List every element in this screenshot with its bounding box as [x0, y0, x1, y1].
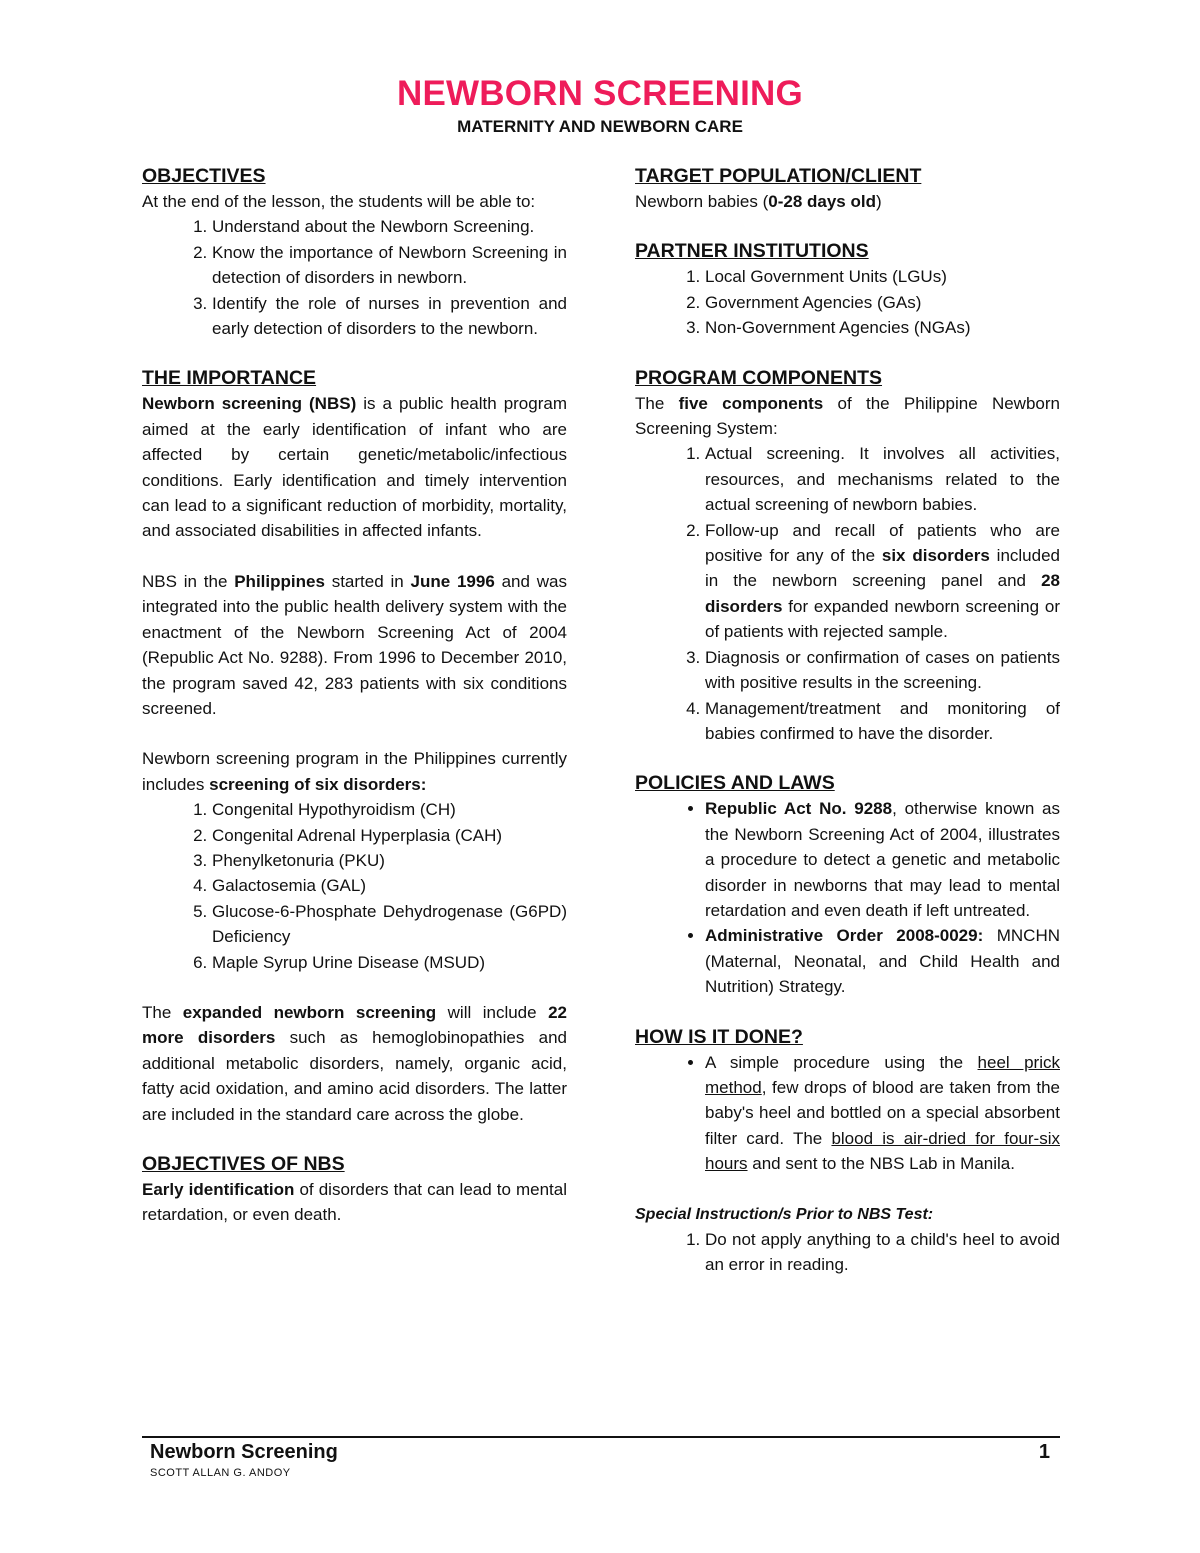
footer-divider: [142, 1436, 1060, 1438]
list-item: 4. Galactosemia (GAL): [212, 873, 567, 898]
how-list: [635, 1050, 1060, 1177]
objectives-heading: OBJECTIVES: [142, 165, 266, 187]
list-item: 3. Phenylketonuria (PKU): [212, 848, 567, 873]
importance-paragraph-2: NBS in the Philippines started in June 1996 and was integrated into the public health delivery system with the enactment of the Newborn Screening Act of 2004 (Republic Act No. 9288). From 1996 to December 2010, the program saved 42, 283 patients with six conditions screened.: [142, 571, 567, 718]
list-item: 3. Identify the role of nurses in prevention and early detection of disorders to the newborn.: [212, 291, 567, 342]
components-heading: PROGRAM COMPONENTS: [635, 366, 883, 389]
objectives-intro: At the end of the lesson, the students will be able to:: [142, 192, 536, 211]
list-item: 4. Management/treatment and monitoring of babies confirmed to have the disorder.: [705, 696, 1060, 747]
list-item: 1. Congenital Hypothyroidism (CH): [212, 797, 567, 822]
list-item: 3. Non-Government Agencies (NGAs): [705, 315, 1060, 340]
policies-heading: POLICIES AND LAWS: [635, 772, 835, 795]
policies-list: [635, 796, 1060, 999]
objectives-nbs-heading: OBJECTIVES OF NBS: [142, 1153, 345, 1175]
disorders-list: [142, 797, 567, 975]
how-heading: HOW IS IT DONE?: [635, 1025, 803, 1048]
target-heading: TARGET POPULATION/CLIENT: [635, 165, 922, 187]
target-text: Newborn babies (0-28 days old): [635, 192, 882, 211]
list-item: • Republic Act No. 9288, otherwise known as the Newborn Screening Act of 2004, illustrates a procedure to detect a genetic and metabolic disorder in newborns that may lead to mental retardation and even death if left untreated.: [705, 796, 1060, 923]
list-item: 2. Follow-up and recall of patients who are positive for any of the six disorders included in the newborn screening panel and 28 disorders for expanded newborn screening or of patients with rejected sample.: [705, 518, 1060, 645]
components-list: [635, 441, 1060, 746]
importance-paragraph-1: Newborn screening (NBS) is a public health program aimed at the early identification of infant who are affected by certain genetic/metabolic/infectious conditions. Early identification and timely intervention can lead to a significant reduction of morbidity, mortality, and associated disabilities in affected infants.: [142, 394, 567, 541]
list-item: 1. Local Government Units (LGUs): [705, 264, 1060, 289]
footer-author: SCOTT ALLAN G. ANDOY: [150, 1467, 291, 1479]
list-item: 3. Diagnosis or confirmation of cases on patients with positive results in the screening.: [705, 645, 1060, 696]
left-column: [142, 164, 567, 1228]
objectives-list: [142, 214, 567, 341]
partners-list: [635, 264, 1060, 340]
list-item: 2. Congenital Adrenal Hyperplasia (CAH): [212, 823, 567, 848]
page-number: 1: [1038, 1441, 1050, 1463]
list-item: • A simple procedure using the heel prick method, few drops of blood are taken from the baby's heel and bottled on a special absorbent filter card. The blood is air-dried for four-six hours and sent to the NBS Lab in Manila.: [705, 1050, 1060, 1177]
partners-heading: PARTNER INSTITUTIONS: [635, 240, 869, 263]
list-item: 1. Understand about the Newborn Screening.: [212, 214, 567, 239]
importance-heading: THE IMPORTANCE: [142, 367, 317, 390]
special-instructions-heading: Special Instruction/s Prior to NBS Test:: [635, 1205, 934, 1223]
importance-paragraph-4: The expanded newborn screening will include 22 more disorders such as hemoglobinopathies and additional metabolic disorders, namely, organic acid, fatty acid oxidation, and amino acid disorders. The latter are included in the standard care across the globe.: [142, 1002, 567, 1124]
list-item: 5. Glucose-6-Phosphate Dehydrogenase (G6PD) Deficiency: [212, 899, 567, 950]
list-item: 1. Actual screening. It involves all activities, resources, and mechanisms related to the actual screening of newborn babies.: [705, 441, 1060, 517]
list-item: • Administrative Order 2008-0029: MNCHN (Maternal, Neonatal, and Child Health and Nutrition) Strategy.: [705, 923, 1060, 999]
list-item: 2. Know the importance of Newborn Screening in detection of disorders in newborn.: [212, 240, 567, 291]
importance-paragraph-3: Newborn screening program in the Philippines currently includes screening of six disorders:: [142, 749, 567, 794]
list-item: 6. Maple Syrup Urine Disease (MSUD): [212, 950, 567, 975]
objectives-nbs-text: Early identification of disorders that can lead to mental retardation, or even death.: [142, 1180, 567, 1225]
document-subtitle: MATERNITY AND NEWBORN CARE: [457, 117, 743, 136]
list-item: 1. Do not apply anything to a child's heel to avoid an error in reading.: [705, 1227, 1060, 1278]
list-item: 2. Government Agencies (GAs): [705, 290, 1060, 315]
components-intro: The five components of the Philippine Newborn Screening System:: [635, 393, 1060, 439]
footer-title: Newborn Screening: [150, 1441, 338, 1463]
special-instructions-list: [635, 1227, 1060, 1278]
document-title: NEWBORN SCREENING: [397, 74, 803, 113]
right-column: [635, 164, 1060, 1278]
